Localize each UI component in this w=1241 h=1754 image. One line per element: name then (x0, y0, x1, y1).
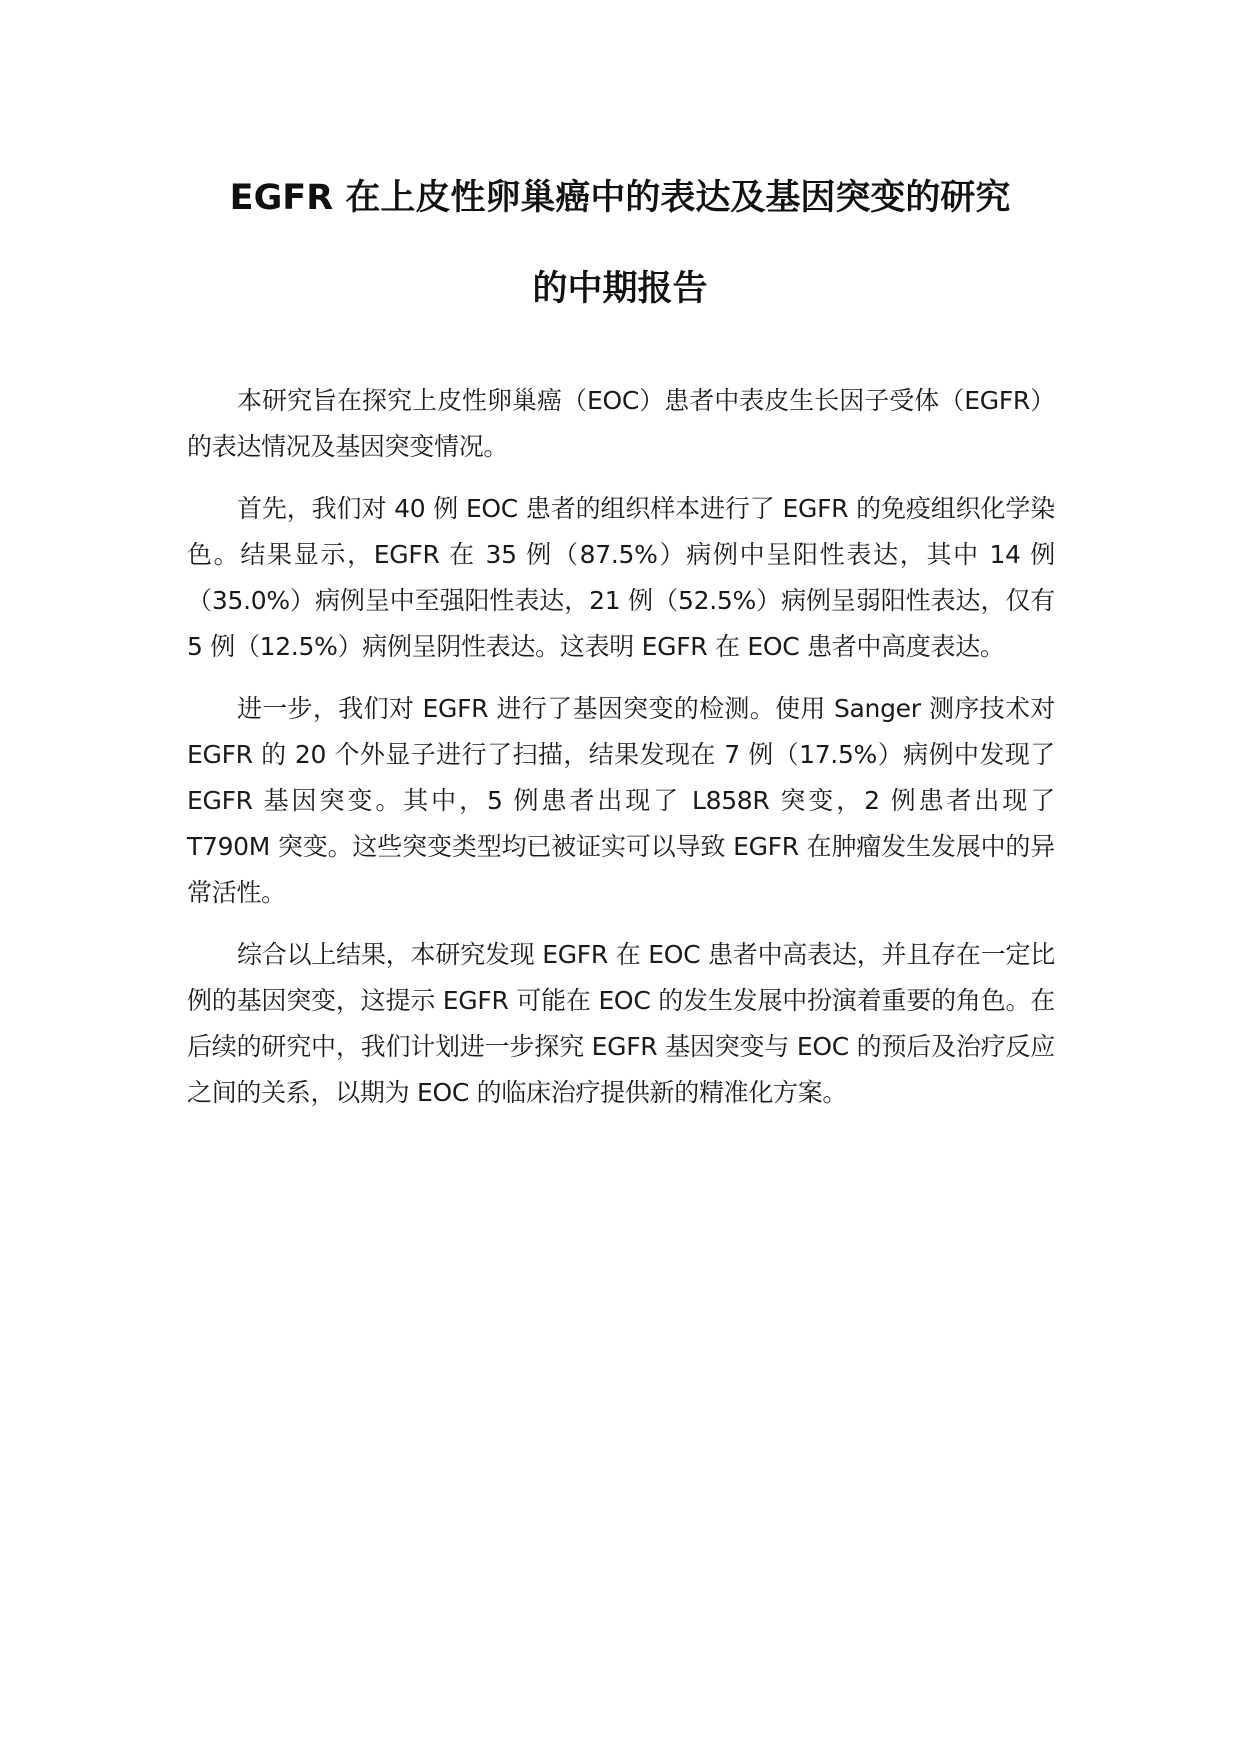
paragraph-mutation-results: 进一步，我们对 EGFR 进行了基因突变的检测。使用 Sanger 测序技术对 EGFR 的 20 个外显子进行了扫描，结果发现在 7 例（17.5%）病例中发现了 EGFR 基因突变。其中，5 例患者出现了 L858R 突变，2 例患者出现了 T790M 突变。这些突变类型均已被证实可以导致 EGFR 在肿瘤发生发展中的异常活性。 (187, 694, 1055, 907)
document-body (187, 378, 1055, 1132)
title-line-1: EGFR 在上皮性卵巢癌中的表达及基因突变的研究 (229, 178, 1011, 218)
document-title (160, 178, 1080, 309)
title-line-2: 的中期报告 (532, 269, 708, 309)
paragraph-intro: 本研究旨在探究上皮性卵巢癌（EOC）患者中表皮生长因子受体（EGFR）的表达情况及基因突变情况。 (187, 386, 1055, 461)
paragraph-expression-results: 首先，我们对 40 例 EOC 患者的组织样本进行了 EGFR 的免疫组织化学染色。结果显示，EGFR 在 35 例（87.5%）病例中呈阳性表达，其中 14 例（35.0%）病例呈中至强阳性表达，21 例（52.5%）病例呈弱阳性表达，仅有 5 例（12.5%）病例呈阴性表达。这表明 EGFR 在 EOC 患者中高度表达。 (187, 494, 1055, 661)
paragraph-conclusion: 综合以上结果，本研究发现 EGFR 在 EOC 患者中高表达，并且存在一定比例的基因突变，这提示 EGFR 可能在 EOC 的发生发展中扮演着重要的角色。在后续的研究中，我们计划进一步探究 EGFR 基因突变与 EOC 的预后及治疗反应之间的关系，以期为 EOC 的临床治疗提供新的精准化方案。 (187, 940, 1055, 1107)
